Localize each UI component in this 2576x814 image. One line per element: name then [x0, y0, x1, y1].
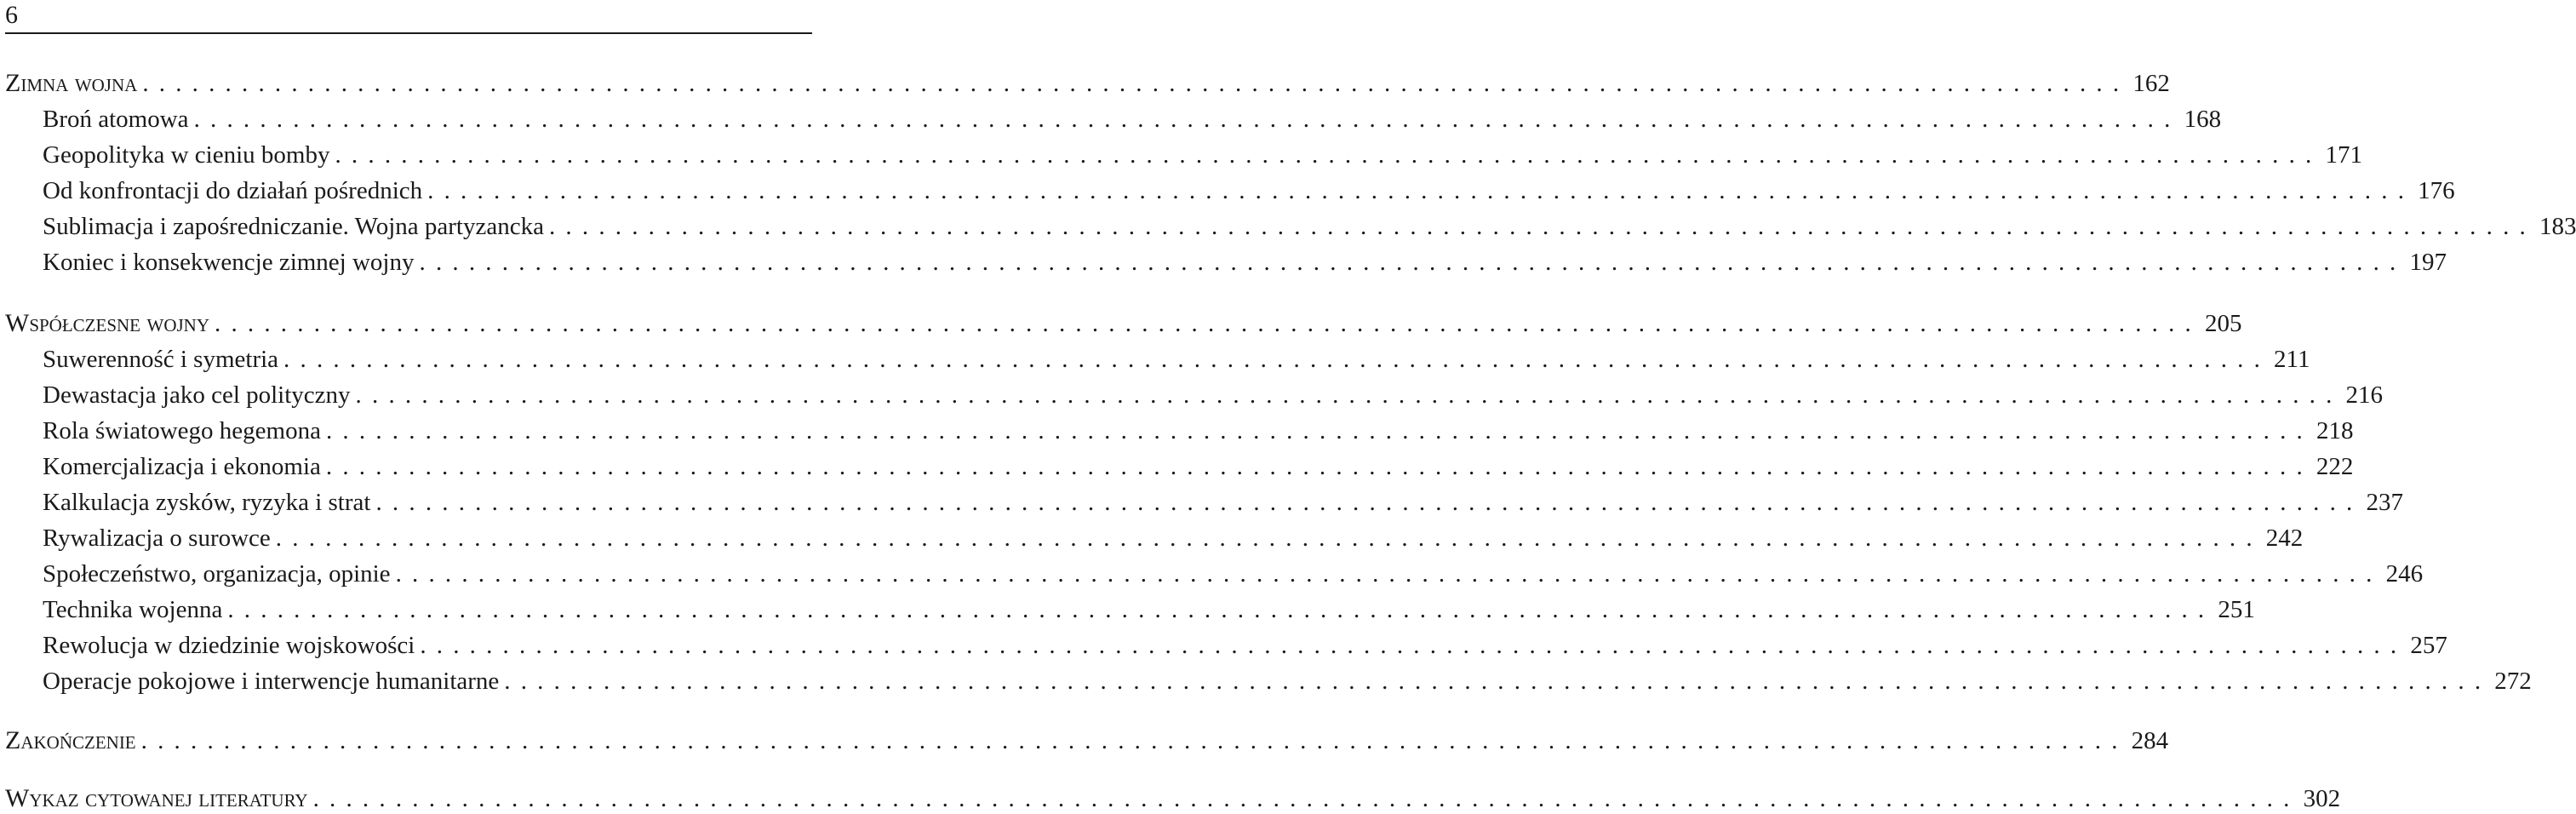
toc-section-entry	[43, 487, 2403, 518]
dot-leader: ........................................................................................................................	[140, 727, 2128, 754]
toc-section-entry	[43, 630, 2447, 661]
toc-section-entry	[43, 666, 2532, 696]
toc-section-entry	[43, 104, 2222, 135]
toc-entry-page: 251	[2218, 596, 2255, 623]
dot-leader: ........................................................................................................................	[312, 785, 2300, 812]
toc-entry-title: Operacje pokojowe i interwencje humanitarne	[43, 668, 500, 695]
toc-entry-page: 222	[2316, 453, 2354, 480]
toc-chapter-entry	[5, 68, 2170, 99]
dot-leader: ........................................................................................................................	[283, 346, 2271, 373]
toc-entry-page: 272	[2494, 668, 2532, 695]
toc-entry-title: Sublimacja i zapośredniczanie. Wojna partyzancka	[43, 213, 544, 240]
toc-entry-title: Rola światowego hegemona	[43, 417, 321, 444]
toc-section-entry	[43, 175, 2455, 206]
toc-entry-title: Zakończenie	[5, 726, 136, 754]
toc-section-entry	[43, 140, 2362, 170]
toc-entry-title: Broń atomowa	[43, 106, 189, 133]
toc-section-entry	[43, 211, 2576, 242]
dot-leader: ........................................................................................................................	[325, 453, 2313, 480]
toc-entry-page: 171	[2325, 141, 2362, 169]
toc-entry-page: 211	[2274, 346, 2310, 373]
toc-entry-title: Suwerenność i symetria	[43, 346, 279, 373]
toc-entry-title: Wykaz cytowanej literatury	[5, 784, 308, 812]
dot-leader: ........................................................................................................................	[335, 141, 2322, 169]
toc-section-entry	[43, 523, 2304, 553]
toc-entry-page: 216	[2345, 381, 2384, 409]
toc-chapter-entry	[5, 725, 2169, 756]
dot-leader: ........................................................................................................................	[227, 596, 2215, 623]
dot-leader: ........................................................................................................................	[427, 177, 2415, 204]
dot-leader: ........................................................................................................................	[355, 381, 2343, 409]
toc-entry-title: Rewolucja w dziedzinie wojskowości	[43, 632, 415, 659]
toc-entry-page: 302	[2303, 785, 2341, 812]
toc-section-entry	[43, 416, 2354, 446]
toc-entry-title: Od konfrontacji do działań pośrednich	[43, 177, 423, 204]
toc-entry-title: Komercjalizacja i ekonomia	[43, 453, 321, 480]
toc-entry-page: 168	[2184, 106, 2222, 133]
toc-entry-title: Technika wojenna	[43, 596, 223, 623]
toc-entry-page: 237	[2366, 489, 2403, 516]
toc-entry-title: Współczesne wojny	[5, 309, 209, 337]
dot-leader: ........................................................................................................................	[193, 106, 2181, 133]
toc-entry-title: Dewastacja jako cel polityczny	[43, 381, 351, 409]
dot-leader: ........................................................................................................................	[420, 632, 2407, 659]
toc-entry-page: 205	[2205, 310, 2242, 337]
dot-leader: ........................................................................................................................	[375, 489, 2363, 516]
dot-leader: ........................................................................................................................	[215, 310, 2201, 337]
toc-section-entry	[43, 451, 2354, 482]
toc-entry-page: 218	[2316, 417, 2354, 444]
dot-leader: ........................................................................................................................	[142, 70, 2130, 97]
toc-entry-title: Rywalizacja o surowce	[43, 525, 271, 552]
toc-section-entry	[43, 594, 2255, 625]
toc-entry-title: Geopolityka w cieniu bomby	[43, 141, 330, 169]
dot-leader: ........................................................................................................................	[419, 249, 2407, 276]
page-number: 6	[5, 1, 18, 29]
toc-section-entry	[43, 380, 2384, 410]
toc-entry-title: Kalkulacja zysków, ryzyka i strat	[43, 489, 371, 516]
toc-entry-title: Społeczeństwo, organizacja, opinie	[43, 560, 391, 588]
dot-leader: ........................................................................................................................	[504, 668, 2492, 695]
toc-entry-page: 197	[2409, 249, 2447, 276]
toc-entry-page: 162	[2132, 70, 2170, 97]
toc-entry-page: 257	[2410, 632, 2447, 659]
dot-leader: ........................................................................................................................	[548, 213, 2536, 240]
toc-entry-page: 242	[2265, 525, 2304, 552]
dot-leader: ........................................................................................................................	[325, 417, 2313, 444]
toc-chapter-entry	[5, 783, 2341, 814]
dot-leader: ........................................................................................................................	[395, 560, 2383, 588]
toc-entry-page: 284	[2131, 727, 2169, 754]
toc-section-entry	[43, 247, 2447, 278]
toc-entry-page: 246	[2385, 560, 2424, 588]
toc-entry-title: Zimna wojna	[5, 69, 138, 97]
toc-entry-page: 183	[2539, 213, 2576, 240]
dot-leader: ........................................................................................................................	[275, 525, 2263, 552]
toc-chapter-entry	[5, 308, 2242, 339]
toc-section-entry	[43, 559, 2424, 589]
toc-section-entry	[43, 344, 2310, 375]
toc-entry-title: Koniec i konsekwencje zimnej wojny	[43, 249, 415, 276]
toc-entry-page: 176	[2418, 177, 2455, 204]
